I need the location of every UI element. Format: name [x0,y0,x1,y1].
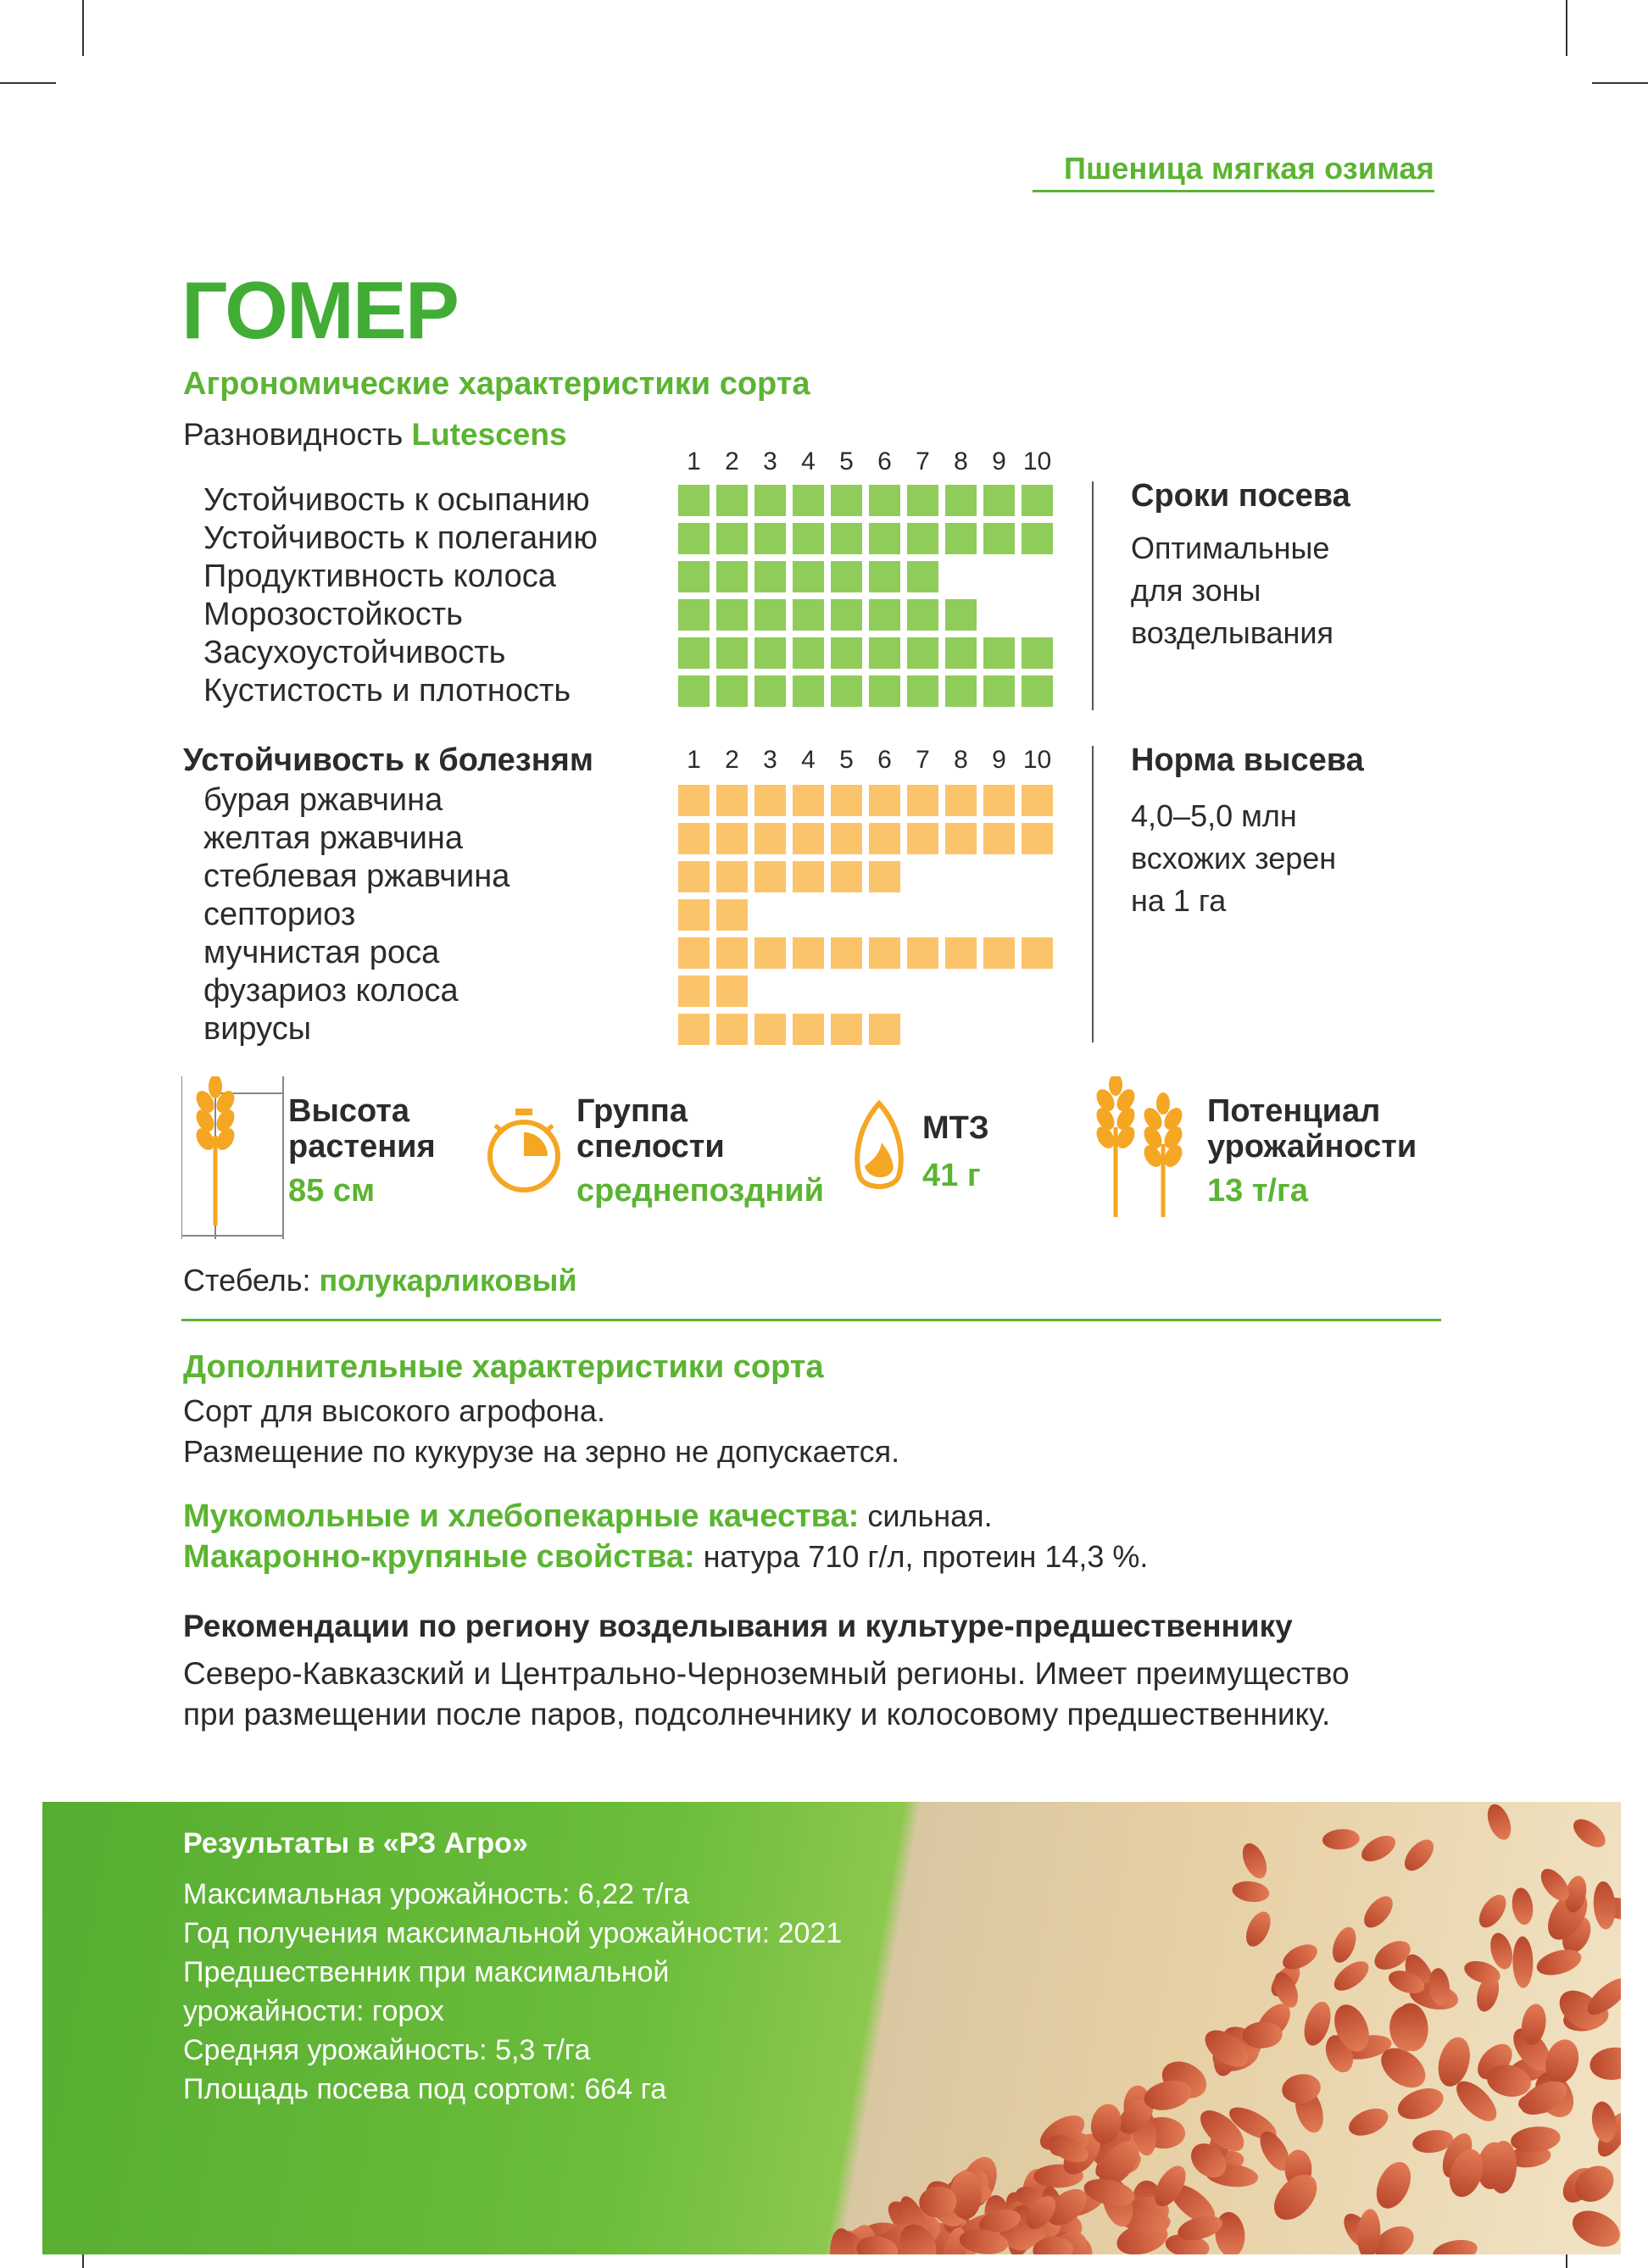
score-square [1022,637,1053,669]
score-square [754,637,786,669]
grain [1213,2210,1247,2254]
trait-label: Засухоустойчивость [203,635,506,670]
seeding-rate-line: всхожих зерен [1131,841,1337,876]
score-square [907,523,938,554]
score-square [907,599,938,631]
scale-tick: 4 [801,447,816,475]
score-square [678,899,710,931]
score-square [754,1014,786,1045]
score-square [678,1014,710,1045]
feature-value: 13 т/га [1207,1173,1308,1209]
score-bar [678,481,1060,520]
seeding-rate-line: 4,0–5,0 млн [1131,798,1297,833]
disease-label: септориоз [203,897,356,932]
category-underline [1033,190,1434,192]
score-square [869,1014,900,1045]
score-square [831,937,862,969]
results-line: урожайности: горох [183,1995,444,2027]
milling-value: сильная. [867,1498,993,1533]
score-square [793,637,824,669]
trait-label: Морозостойкость [203,597,463,632]
grain [1512,1937,1534,1988]
disease-label: стеблевая ржавчина [203,859,510,894]
results-line: Площадь посева под сортом: 664 га [183,2073,667,2105]
score-square [716,637,748,669]
recommendations-heading: Рекомендации по региону возделывания и культуре-предшественнику [183,1609,1293,1643]
score-square [983,675,1015,707]
variety-value: Lutescens [411,417,567,452]
score-square [983,785,1015,816]
falling-grain [1231,1879,1271,1904]
score-square [869,823,900,854]
scale-tick: 6 [877,447,892,475]
scale-tick: 4 [801,746,816,774]
score-square [716,599,748,631]
feature-height-text [288,1093,436,1209]
disease-label: бурая ржавчина [203,782,443,818]
stopwatch-icon [480,1107,568,1195]
seeding-rate-text [1131,795,1336,922]
score-square [945,785,977,816]
score-square [907,675,938,707]
score-bar [678,934,1060,972]
stem-line [183,1263,576,1298]
divider-line [1092,746,1094,1042]
crop-mark [1592,82,1648,84]
score-square [907,637,938,669]
falling-grain [1359,1891,1399,1932]
score-square [716,675,748,707]
score-square [945,599,977,631]
score-bar [678,520,1060,558]
disease-heading: Устойчивость к болезням [183,742,593,778]
grain [1394,2082,1448,2125]
disease-label: вирусы [203,1011,312,1047]
score-square [831,1014,862,1045]
score-square [1022,937,1053,969]
score-bar [678,634,1060,672]
score-square [983,523,1015,554]
two-ears-icon [1085,1076,1204,1219]
score-square [678,675,710,707]
feature-maturity [480,1107,568,1199]
score-square [831,485,862,516]
seeding-rate-heading: Норма высева [1131,742,1364,778]
page-title: ГОМЕР [181,265,458,356]
crop-mark [1566,0,1567,56]
feature-label: Потенциал [1207,1093,1381,1129]
wheat-grains-photo [773,1802,1621,2254]
variety-line [183,417,567,453]
score-bar [678,781,1060,820]
score-square [831,861,862,892]
disease-scale [675,746,1056,775]
score-square [678,523,710,554]
feature-label: растения [288,1129,436,1165]
score-square [907,785,938,816]
score-square [831,523,862,554]
feature-value: среднепоздний [576,1173,825,1209]
pasta-quality [183,1539,1148,1576]
score-square [945,823,977,854]
falling-grain [1568,1814,1610,1853]
score-square [869,599,900,631]
grain [1370,2157,1417,2214]
sowing-time-heading: Сроки посева [1131,478,1350,514]
scale-tick: 7 [916,447,930,475]
scale-tick: 1 [687,746,701,774]
score-square [869,675,900,707]
score-square [793,523,824,554]
stem-label: Стебель: [183,1263,311,1298]
score-square [678,599,710,631]
feature-potential [1085,1076,1204,1223]
score-square [831,599,862,631]
score-square [831,785,862,816]
scale-tick: 8 [954,447,968,475]
score-square [983,823,1015,854]
scale-tick: 2 [725,447,739,475]
score-square [754,785,786,816]
feature-maturity-text [576,1093,824,1209]
pasta-label: Макаронно-крупяные свойства: [183,1539,695,1575]
score-square [831,675,862,707]
grain [1434,2034,1475,2090]
score-square [754,485,786,516]
results-line: Средняя урожайность: 5,3 т/га [183,2034,591,2066]
results-line: Год получения максимальной урожайности: 2021 [183,1917,843,1949]
grain [1431,2237,1479,2254]
sowing-time-line: для зоны [1131,573,1261,608]
feature-label: Группа [576,1093,688,1129]
recommendations-line: при размещении после паров, подсолнечнику и колосовому предшественнику. [183,1697,1331,1732]
grain-icon [851,1100,907,1193]
scale-tick: 1 [687,447,701,475]
score-square [1022,785,1053,816]
feature-tgw [851,1100,907,1198]
scale-tick: 8 [954,746,968,774]
scale-tick: 9 [992,746,1006,774]
score-square [678,823,710,854]
pasta-value: натура 710 г/л, протеин 14,3 %. [703,1539,1149,1574]
score-bar [678,1010,1060,1048]
agronomic-heading: Агрономические характеристики сорта [183,366,810,402]
agronomic-trait-list [203,481,598,710]
score-square [869,637,900,669]
score-square [716,976,748,1007]
score-bar [678,596,1060,634]
falling-grain [1483,1802,1515,1843]
score-square [793,599,824,631]
feature-value: 85 см [288,1173,376,1209]
score-square [831,637,862,669]
section-divider [181,1319,1441,1321]
score-square [907,485,938,516]
category-label: Пшеница мягкая озимая [1064,151,1434,186]
falling-grain [1238,1840,1272,1882]
score-square [716,523,748,554]
feature-potential-text [1207,1093,1417,1209]
variety-label: Разновидность [183,417,404,452]
score-square [754,675,786,707]
milling-label: Мукомольные и хлебопекарные качества: [183,1498,860,1534]
score-square [754,823,786,854]
score-square [1022,675,1053,707]
score-square [793,823,824,854]
score-square [945,637,977,669]
score-square [678,561,710,592]
score-square [678,785,710,816]
grain [1345,2103,1392,2141]
score-square [793,561,824,592]
trait-label: Устойчивость к полеганию [203,520,598,556]
trait-label: Продуктивность колоса [203,559,556,594]
score-square [716,561,748,592]
score-square [716,1014,748,1045]
score-square [945,523,977,554]
score-square [793,1014,824,1045]
disease-bars [678,781,1060,1048]
score-square [1022,823,1053,854]
score-square [869,523,900,554]
feature-label: спелости [576,1129,725,1165]
trait-label: Устойчивость к осыпанию [203,482,590,518]
scale-tick: 5 [839,746,854,774]
agronomic-bars [678,481,1060,710]
scale-tick: 3 [763,447,777,475]
feature-label: урожайности [1207,1129,1417,1165]
score-square [793,785,824,816]
feature-value: 41 г [922,1158,981,1193]
score-square [907,823,938,854]
score-square [1022,485,1053,516]
score-square [678,861,710,892]
divider-line [1092,481,1094,710]
score-square [716,937,748,969]
score-square [754,937,786,969]
crop-mark [82,0,84,56]
score-square [793,675,824,707]
scale-tick: 7 [916,746,930,774]
score-square [754,861,786,892]
scale-tick: 6 [877,746,892,774]
disease-label: мучнистая роса [203,935,440,970]
score-square [869,937,900,969]
score-bar [678,858,1060,896]
additional-line: Размещение по кукурузе на зерно не допускается. [183,1434,900,1469]
score-bar [678,896,1060,934]
score-square [754,599,786,631]
score-square [907,561,938,592]
score-square [678,976,710,1007]
score-square [678,637,710,669]
grain [1329,1955,1374,1996]
score-square [678,937,710,969]
falling-grain [1473,1890,1512,1932]
results-line: Максимальная урожайность: 6,22 т/га [183,1878,690,1910]
score-square [754,561,786,592]
disease-label: желтая ржавчина [203,820,464,856]
scale-tick: 3 [763,746,777,774]
falling-grain [1328,1924,1361,1966]
score-bar [678,558,1060,596]
score-square [983,485,1015,516]
results-line: Предшественник при максимальной [183,1956,670,1988]
score-square [983,937,1015,969]
feature-label: МТЗ [922,1110,989,1146]
score-square [945,485,977,516]
score-square [793,485,824,516]
score-square [793,861,824,892]
feature-height [181,1076,292,1239]
crop-mark [0,82,56,84]
sowing-time-text [1131,527,1333,654]
recommendations-line: Северо-Кавказский и Центрально-Черноземный регионы. Имеет преимущество [183,1656,1350,1691]
score-square [678,485,710,516]
results-text [183,1824,842,2109]
score-square [945,675,977,707]
score-square [754,523,786,554]
score-square [831,561,862,592]
falling-grain [1510,1887,1535,1926]
score-square [716,485,748,516]
scale-tick: 9 [992,447,1006,475]
score-square [869,485,900,516]
agronomic-scale [675,447,1056,476]
score-square [793,937,824,969]
score-square [716,861,748,892]
score-square [907,937,938,969]
feature-label: Высота [288,1093,410,1129]
scale-tick: 10 [1022,746,1052,774]
additional-line: Сорт для высокого агрофона. [183,1393,605,1428]
feature-tgw-text [922,1110,989,1194]
score-square [716,823,748,854]
disease-label: фузариоз колоса [203,973,459,1009]
score-square [983,637,1015,669]
score-square [869,861,900,892]
score-square [1022,523,1053,554]
grain [1589,2045,1621,2082]
falling-grain [1357,1831,1400,1867]
score-square [831,823,862,854]
scale-tick: 10 [1022,447,1052,475]
seeding-rate-line: на 1 га [1131,883,1227,918]
score-square [869,785,900,816]
falling-grain [1322,1828,1361,1851]
disease-list [203,781,509,1048]
results-heading: Результаты в «РЗ Агро» [183,1827,528,1859]
sowing-time-line: Оптимальные [1131,531,1330,565]
wheat-ear-icon [181,1076,292,1239]
falling-grain [1400,1834,1439,1876]
scale-tick: 5 [839,447,854,475]
additional-heading: Дополнительные характеристики сорта [183,1349,824,1385]
results-banner [42,1802,1621,2254]
stem-value: полукарликовый [319,1263,577,1298]
score-square [716,785,748,816]
score-square [869,561,900,592]
falling-grain [1241,1908,1275,1950]
sowing-time-line: возделывания [1131,615,1333,650]
milling-quality [183,1498,993,1535]
score-square [716,899,748,931]
grain [1567,2204,1621,2254]
score-bar [678,972,1060,1010]
grain [1592,1881,1617,1930]
scale-tick: 2 [725,746,739,774]
trait-label: Кустистость и плотность [203,673,571,709]
score-bar [678,820,1060,858]
score-square [945,937,977,969]
score-bar [678,672,1060,710]
